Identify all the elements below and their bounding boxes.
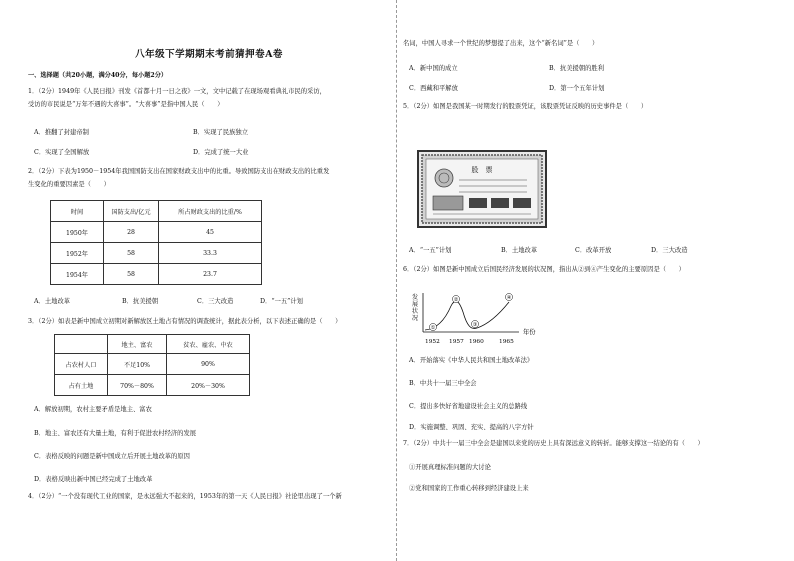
q2-option-c[interactable]: C．三大改造 [197, 298, 234, 305]
year-label: 1960 [469, 339, 484, 345]
q3-option-a[interactable]: A．解放初期，农村主要矛盾是地主、富农 [34, 406, 152, 413]
q2-option-b[interactable]: B．抗美援朝 [122, 298, 159, 305]
q2-option-d[interactable]: D．“一五”计划 [260, 298, 303, 305]
q3-option-d[interactable]: D．表格反映出新中国已经完成了土地改革 [34, 476, 153, 483]
q5-option-a[interactable]: A．“一五”计划 [409, 247, 452, 254]
q1-option-c[interactable]: C．实现了全国解放 [34, 149, 90, 156]
q7-item-1: ①开展真理标准问题的大讨论 [409, 464, 491, 471]
table-header-cell: 国防支出/亿元 [104, 201, 159, 222]
q5-option-b[interactable]: B．土地改革 [501, 247, 538, 254]
table-cell: 1950年 [51, 222, 104, 243]
year-label: 1957 [449, 339, 464, 345]
ylabel-char: 状 [412, 308, 419, 315]
right-column [403, 0, 768, 561]
table-cell: 20%－30% [167, 375, 250, 396]
q5-option-d[interactable]: D．三大改造 [651, 247, 688, 254]
table-cell: 70%－80% [108, 375, 167, 396]
q3-line1: 3．（2分）如表是新中国成立初期对新解放区土地占有情况的调查统计，据此表分析，以下表述正确的是（ ） [28, 318, 342, 325]
q6-option-d[interactable]: D．实施调整、巩固、充实、提高的八字方针 [409, 424, 534, 431]
table-cell: 90% [167, 354, 250, 375]
xlabel: 年份 [523, 329, 536, 336]
table-header-row [55, 335, 250, 354]
q2-option-a[interactable]: A．土地改革 [34, 298, 71, 305]
table-cell: 33.3 [159, 243, 262, 264]
table-cell: 23.7 [159, 264, 262, 285]
q1-line1: 1．（2分）1949年《人民日报》刊发《首都十月一日之夜》一文，文中记载了在现场观看典礼市民的采访， [28, 88, 326, 95]
year-label: 1952 [425, 339, 440, 345]
table-row [51, 243, 262, 264]
table-header-row [51, 201, 262, 222]
q4-option-c[interactable]: C．西藏和平解放 [409, 85, 458, 92]
marker-label: ③ [472, 322, 478, 328]
left-column [28, 0, 390, 561]
table-cell: 1954年 [51, 264, 104, 285]
q7-item-2: ②党和国家的工作重心转移到经济建设上来 [409, 485, 529, 492]
q1-option-d[interactable]: D．完成了统一大业 [193, 149, 249, 156]
table-row [55, 354, 250, 375]
table-header-cell [55, 335, 108, 354]
table-cell: 28 [104, 222, 159, 243]
q4-option-d[interactable]: D．第一个五年计划 [549, 85, 605, 92]
q6-option-b[interactable]: B．中共十一届三中全会 [409, 380, 477, 387]
table-cell: 不足10% [108, 354, 167, 375]
q3-option-c[interactable]: C．表格反映的问题是新中国成立后开展土地改革的原因 [34, 453, 190, 460]
section-heading: 一、选择题（共20小题，满分40分，每小题2分） [28, 72, 168, 79]
table-cell: 1952年 [51, 243, 104, 264]
year-label: 1965 [499, 339, 514, 345]
certificate-title: 股 票 [471, 166, 493, 174]
table-cell: 45 [159, 222, 262, 243]
q4-option-a[interactable]: A．新中国的成立 [409, 65, 458, 72]
q3-table [54, 334, 250, 396]
q6-option-a[interactable]: A．开始落实《中华人民共和国土地改革法》 [409, 357, 534, 364]
marker-label: ① [430, 325, 436, 331]
q6-line1: 6．（2分）如图是新中国成立后国民经济发展的状况图，指出从②到④产生变化的主要原因是（ ） [403, 266, 685, 273]
q1-option-b[interactable]: B．实现了民族独立 [193, 129, 249, 136]
table-row [51, 222, 262, 243]
q2-line2: 生变化的重要因素是（ ） [28, 181, 110, 188]
table-header-cell: 时间 [51, 201, 104, 222]
stock-certificate-image [417, 150, 547, 228]
q5-line1: 5．（2分）如图是我国某一时期发行的股票凭证，该股票凭证反映的历史事件是（ ） [403, 103, 648, 110]
table-header-cell: 地主、富农 [108, 335, 167, 354]
table-header-cell: 所占财政支出的比重/% [159, 201, 262, 222]
table-header-cell: 贫农、雇农、中农 [167, 335, 250, 354]
column-divider [396, 0, 397, 561]
q5-option-c[interactable]: C．改革开放 [575, 247, 612, 254]
q4-line1: 4．（2分）“一个没有现代工业的国家，是永远强大不起来的，1953年的第一天《人民日报》社论里出现了一个新 [28, 493, 342, 500]
q4-option-b[interactable]: B．抗美援朝的胜利 [549, 65, 605, 72]
q1-line2: 受访的市民说是“万年不遇的大喜事”。“大喜事”是指中国人民（ ） [28, 101, 224, 108]
marker-label: ④ [506, 295, 512, 301]
table-cell: 58 [104, 243, 159, 264]
marker-label: ② [453, 297, 459, 303]
q1-option-a[interactable]: A．推翻了封建帝制 [34, 129, 89, 136]
table-cell: 占有土地 [55, 375, 108, 396]
trend-curve [425, 301, 509, 330]
ylabel-char: 展 [412, 301, 419, 308]
table-row [55, 375, 250, 396]
table-row [51, 264, 262, 285]
ylabel-char: 况 [412, 315, 419, 322]
table-cell: 占农村人口 [55, 354, 108, 375]
ylabel-char: 发 [412, 294, 419, 301]
q4-line2: 名词，中国人寻求一个世纪的梦想提了出来，这个“新名词”是（ ） [403, 40, 599, 47]
q6-option-c[interactable]: C．提出多快好省地建设社会主义的总路线 [409, 403, 528, 410]
q2-line1: 2．（2分）下表为1950－1954年我国国防支出在国家财政支出中的比重。导致国防支出在财政支出的比重发 [28, 168, 330, 175]
q3-option-b[interactable]: B．地主、富农还有大量土地，有利于促进农村经济的发展 [34, 430, 197, 437]
q2-table [50, 200, 262, 285]
q7-line1: 7．（2分）中共十一届三中全会是建国以来党的历史上具有深远意义的转折。能够支撑这一结论的有（ ） [403, 440, 704, 447]
economy-trend-diagram [409, 290, 554, 350]
table-cell: 58 [104, 264, 159, 285]
page-title: 八年级下学期期末考前猜押卷A卷 [135, 49, 283, 60]
